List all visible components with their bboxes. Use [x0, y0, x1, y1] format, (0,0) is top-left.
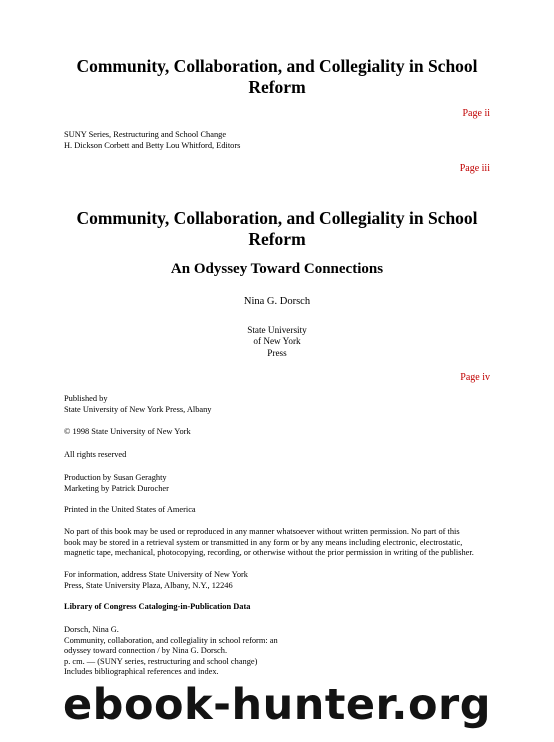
cip-line-5: Includes bibliographical references and index. — [64, 667, 219, 677]
copyright-text: © 1998 State University of New York — [64, 427, 191, 436]
printed-text: Printed in the United States of America — [64, 505, 196, 514]
information-address — [64, 570, 494, 591]
book-title — [64, 56, 490, 98]
production-line-2: Marketing by Patrick Durocher — [64, 483, 169, 493]
cip-line-1: Dorsch, Nina G. — [64, 625, 119, 634]
page-marker-iii: Page iii — [459, 163, 490, 174]
series-name: SUNY Series, Restructuring and School Change — [64, 130, 227, 139]
book-title-line-2: Reform — [248, 77, 306, 97]
permission-notice — [64, 527, 494, 559]
permission-line-1: No part of this book may be used or reproduced in any manner whatsoever without written permission. No part of this — [64, 527, 460, 536]
publisher-line-2: of New York — [253, 336, 301, 347]
printed-notice — [64, 505, 494, 516]
cip-data — [64, 625, 494, 678]
published-by-line-2: State University of New York Press, Albany — [64, 404, 212, 414]
production-line-1: Production by Susan Geraghty — [64, 473, 167, 482]
author-name: Nina G. Dorsch — [243, 296, 311, 307]
title-page-title-line-1: Community, Collaboration, and Collegiality in School — [76, 208, 478, 228]
cip-line-2: Community, collaboration, and collegiality in school reform: an — [64, 635, 278, 645]
cip-line-4: p. cm. — (SUNY series, restructuring and school change) — [64, 656, 258, 666]
publisher-line-1: State University — [247, 325, 307, 335]
permission-line-2: book may be stored in a retrieval system or transmitted in any form or by any means including electronic, electrostatic, — [64, 537, 463, 547]
publisher-line-3: Press — [267, 347, 287, 358]
published-by-line-1: Published by — [64, 394, 108, 403]
cip-heading — [64, 602, 494, 613]
title-page-title-line-2: Reform — [248, 229, 306, 249]
publisher-imprint — [64, 325, 490, 359]
copyright-notice — [64, 427, 494, 438]
rights-notice — [64, 450, 494, 461]
cip-heading-text: Library of Congress Cataloging-in-Publication Data — [64, 602, 251, 611]
published-by — [64, 394, 494, 415]
permission-line-3: magnetic tape, mechanical, photocopying, recording, or otherwise without the prior permission in writing of the publisher. — [64, 548, 474, 558]
page-marker-ii: Page ii — [462, 108, 490, 119]
book-title-line-1: Community, Collaboration, and Collegiality in School — [76, 56, 478, 76]
title-page-title — [64, 208, 490, 250]
cip-line-3: odyssey toward connection / by Nina G. Dorsch. — [64, 646, 228, 656]
rights-text: All rights reserved — [64, 450, 127, 459]
series-info — [64, 130, 494, 151]
watermark-text: ebook-hunter.org — [63, 680, 491, 730]
book-subtitle: An Odyssey Toward Connections — [170, 261, 384, 277]
series-editors: H. Dickson Corbett and Betty Lou Whitford, Editors — [64, 140, 241, 150]
info-line-1: For information, address State University of New York — [64, 570, 248, 579]
info-line-2: Press, State University Plaza, Albany, N.Y., 12246 — [64, 580, 233, 590]
page-marker-iv: Page iv — [460, 372, 490, 383]
production-credits — [64, 473, 494, 494]
